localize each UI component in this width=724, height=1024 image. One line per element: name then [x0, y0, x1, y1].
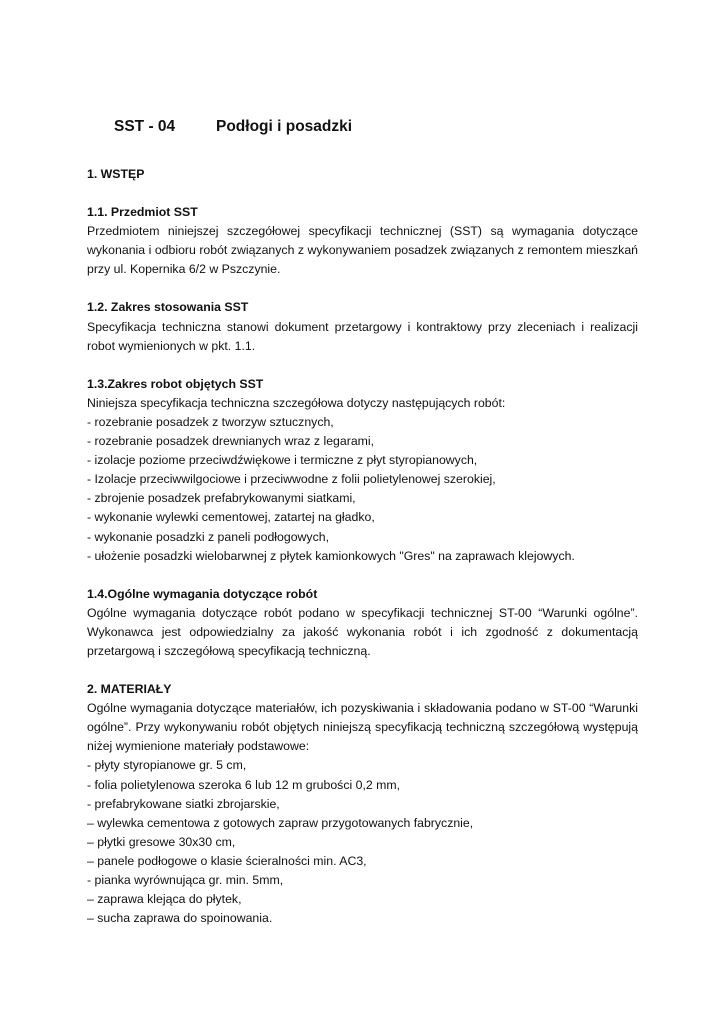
section-1-2-text: Specyfikacja techniczna stanowi dokument przetargowy i kontraktowy przy zleceniach i realizacji robot wymienionych w pkt. 1.1. — [87, 319, 638, 353]
spec-title: Podłogi i posadzki — [216, 118, 353, 135]
section-1-4-text: Ogólne wymagania dotyczące robót podano w specyfikacji technicznej ST-00 “Warunki ogólne”. Wykonawca jest odpowiedzialny za jakość wykonania robót i ich zgodność z dokumentacją przetargową i szczegółową specyfikacją techniczną. — [87, 605, 638, 658]
list-item: - wykonanie wylewki cementowej, zatartej na gładko, — [87, 510, 375, 525]
list-item: - rozebranie posadzek z tworzyw sztucznych, — [87, 414, 334, 429]
section-1-2 — [87, 298, 638, 355]
list-item: – panele podłogowe o klasie ścieralności min. AC3, — [87, 853, 367, 868]
spec-code: SST - 04 — [114, 118, 176, 135]
section-1-1-text: Przedmiotem niniejszej szczegółowej specyfikacji technicznej (SST) są wymagania dotyczące wykonania i odbioru robót związanych z wykonywaniem posadzek związanych z remontem mieszkań przy ul. Kopernika 6/2 w Pszczynie. — [87, 224, 638, 277]
section-1-4 — [87, 585, 638, 661]
list-item: - Izolacje przeciwwilgociowe i przeciwwodne z folii polietylenowej szerokiej, — [87, 472, 496, 487]
list-item: - pianka wyrównująca gr. min. 5mm, — [87, 873, 284, 887]
list-item: - rozebranie posadzek drewnianych wraz z legarami, — [87, 434, 375, 449]
section-1-3-list — [87, 413, 638, 566]
list-item: – wylewka cementowa z gotowych zapraw przygotowanych fabrycznie, — [87, 815, 474, 830]
list-item: – zaprawa klejąca do płytek, — [87, 892, 242, 907]
list-item: - folia polietylenowa szeroka 6 lub 12 m grubości 0,2 mm, — [87, 777, 401, 792]
section-1-1-heading: 1.1. Przedmiot SST — [87, 205, 198, 220]
section-1-3-intro: Niniejsza specyfikacja techniczna szczegółowa dotyczy następujących robót: — [87, 395, 506, 410]
list-item: – sucha zaprawa do spoinowania. — [87, 911, 273, 926]
list-item: - płyty styropianowe gr. 5 cm, — [87, 758, 247, 773]
document-body — [87, 165, 638, 947]
document-title — [114, 118, 352, 136]
list-item: - prefabrykowane siatki zbrojarskie, — [87, 796, 280, 811]
section-1-4-heading: 1.4.Ogólne wymagania dotyczące robót — [87, 586, 318, 601]
section-1-3 — [87, 375, 638, 566]
section-1-3-heading: 1.3.Zakres robot objętych SST — [87, 376, 264, 391]
section-2 — [87, 680, 638, 928]
section-1-2-heading: 1.2. Zakres stosowania SST — [87, 300, 249, 315]
list-item: - zbrojenie posadzek prefabrykowanymi siatkami, — [87, 491, 356, 506]
list-item: - izolacje poziome przeciwdźwiękowe i termiczne z płyt styropianowych, — [87, 453, 478, 468]
list-item: - ułożenie posadzki wielobarwnej z płytek kamionkowych "Gres" na zaprawach klejowych. — [87, 548, 575, 563]
section-1-1 — [87, 203, 638, 279]
list-item: - wykonanie posadzki z paneli podłogowych, — [87, 529, 329, 544]
section-2-text: Ogólne wymagania dotyczące materiałów, ich pozyskiwania i składowania podano w ST-00 “Warunki ogólne”. Przy wykonywaniu robót objętych niniejszą specyfikacją techniczną szczegółową występują niżej wymienione materiały podstawowe: — [87, 701, 638, 754]
list-item: – płytki gresowe 30x30 cm, — [87, 834, 236, 849]
section-1-heading: 1. WSTĘP — [87, 167, 145, 181]
section-2-heading: 2. MATERIAŁY — [87, 682, 172, 697]
section-2-list — [87, 756, 638, 928]
